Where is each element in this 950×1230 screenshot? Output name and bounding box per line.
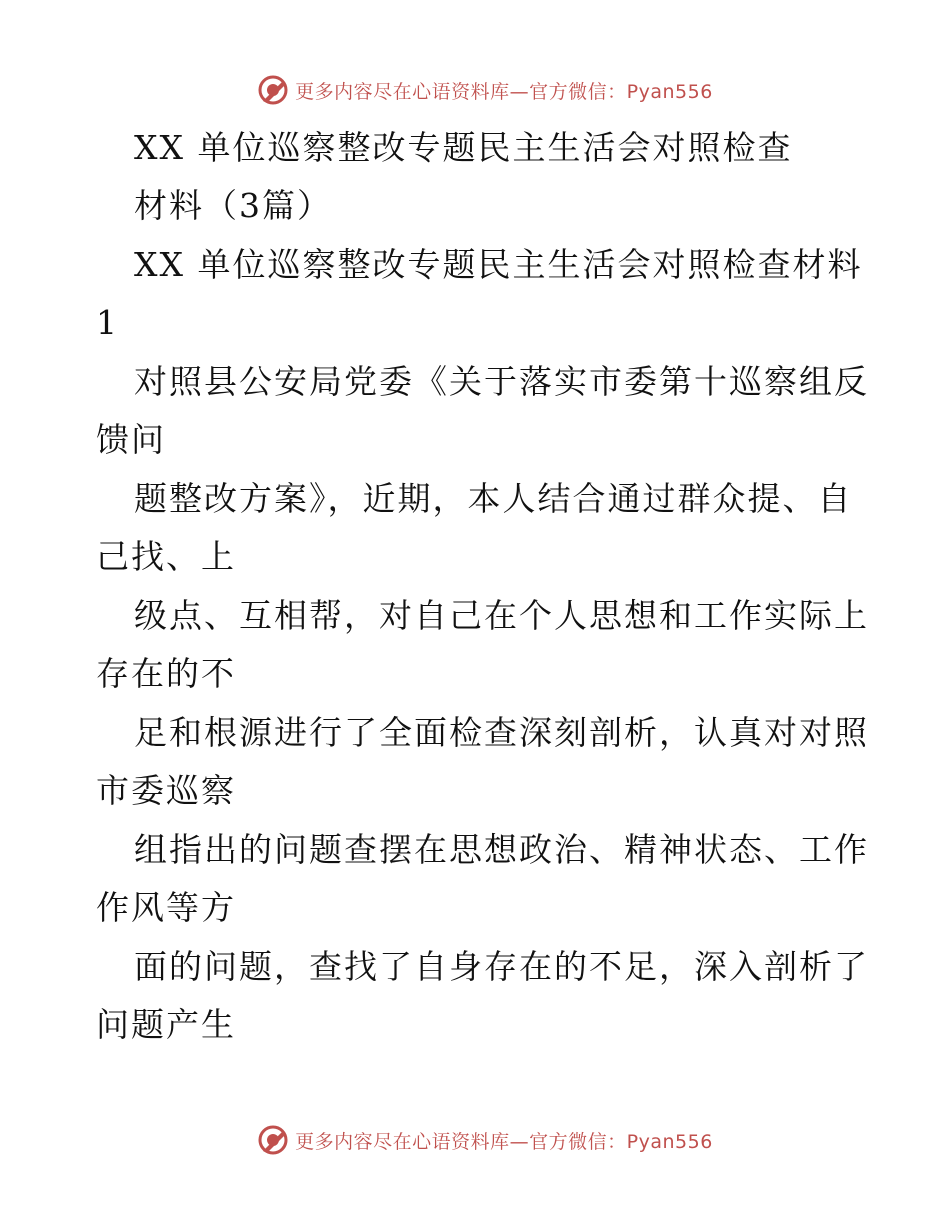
- body-line: 题整改方案》，近期，本人结合通过群众提、自: [134, 479, 853, 518]
- footer-banner-text: 更多内容尽在心语资料库—官方微信：Pyan556: [295, 1130, 713, 1153]
- body-line: 组指出的问题查摆在思想政治、精神状态、工作: [134, 830, 869, 869]
- body-line: 己找、上: [96, 537, 236, 576]
- quill-pen-logo-icon: [257, 74, 289, 106]
- body-line: 市委巡察: [96, 771, 236, 810]
- header-banner-text: 更多内容尽在心语资料库—官方微信：Pyan556: [295, 80, 713, 103]
- document-subtitle-line-2: 1: [96, 303, 119, 342]
- body-line: 对照县公安局党委《关于落实市委第十巡察组反: [134, 362, 869, 401]
- body-line: 存在的不: [96, 654, 236, 693]
- footer-banner: [0, 1120, 950, 1160]
- header-banner: [0, 70, 950, 110]
- quill-pen-logo-icon: [257, 1124, 289, 1156]
- document-subtitle-line-1: XX 单位巡察整改专题民主生活会对照检查材料: [134, 245, 863, 284]
- body-line: 作风等方: [96, 888, 236, 927]
- body-line: 面的问题，查找了自身存在的不足，深入剖析了: [134, 947, 869, 986]
- body-line: 馈问: [96, 420, 166, 459]
- body-line: 足和根源进行了全面检查深刻剖析，认真对对照: [134, 713, 869, 752]
- document-title-line-1: XX 单位巡察整改专题民主生活会对照检查: [134, 128, 793, 167]
- body-line: 问题产生: [96, 1005, 236, 1044]
- document-title-line-2: 材料（3篇）: [134, 186, 332, 225]
- body-line: 级点、互相帮，对自己在个人思想和工作实际上: [134, 596, 869, 635]
